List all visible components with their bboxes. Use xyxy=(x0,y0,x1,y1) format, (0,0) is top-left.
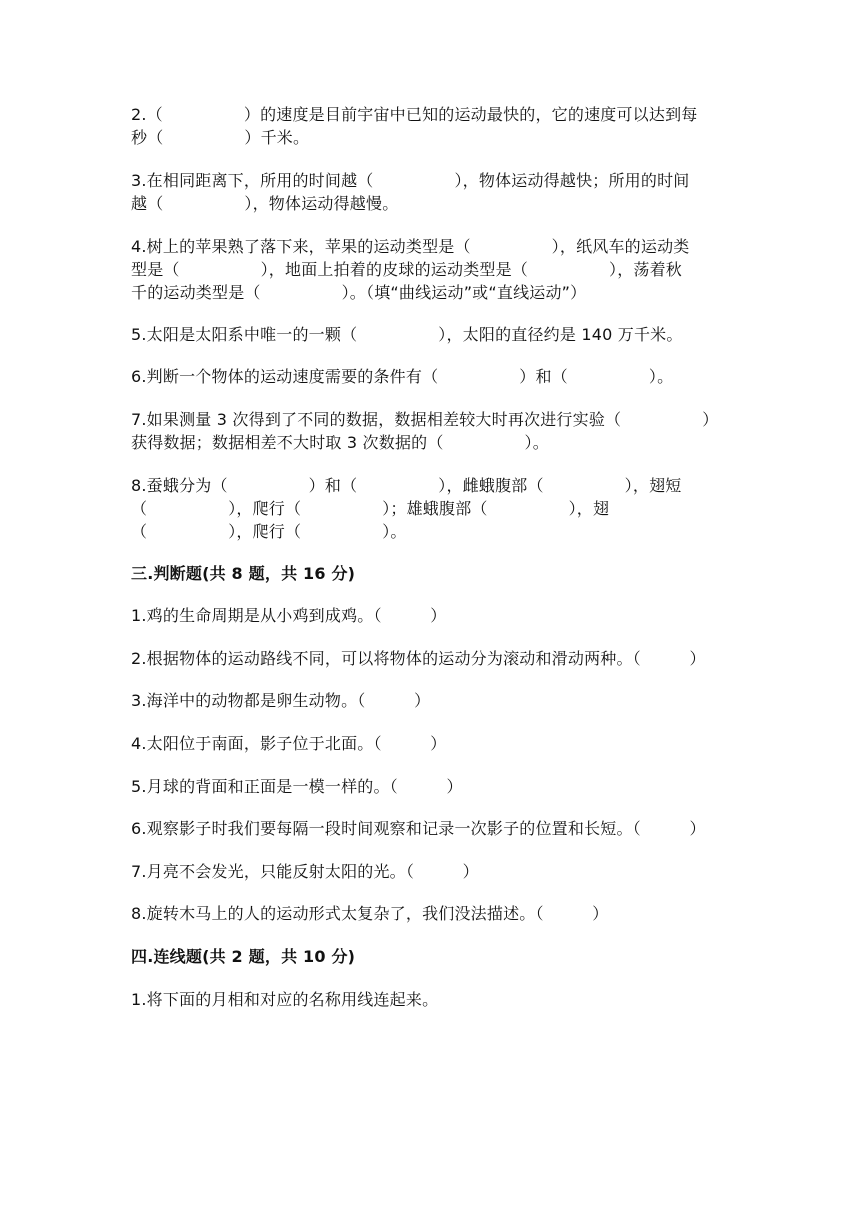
question-2-line-2: 秒（ ）千米。 xyxy=(131,128,310,147)
question-3-line-2: 越（ ），物体运动得越慢。 xyxy=(131,194,399,213)
question-8-line-3: （ ），爬行（ ）。 xyxy=(131,522,407,541)
section-3-heading: 三.判断题(共 8 题，共 16 分) xyxy=(131,564,356,583)
judge-item-8: 8.旋转木马上的人的运动形式太复杂了，我们没法描述。（ ） xyxy=(131,904,609,923)
question-4-line-1: 4.树上的苹果熟了落下来，苹果的运动类型是（ ），纸风车的运动类 xyxy=(131,237,690,256)
question-8-line-1: 8.蚕蛾分为（ ）和（ ），雌蛾腹部（ ），翅短 xyxy=(131,476,682,495)
question-4-line-2: 型是（ ），地面上拍着的皮球的运动类型是（ ），荡着秋 xyxy=(131,260,683,279)
judge-item-5: 5.月球的背面和正面是一模一样的。（ ） xyxy=(131,777,463,796)
question-6-line-1: 6.判断一个物体的运动速度需要的条件有（ ）和（ ）。 xyxy=(131,367,674,386)
question-2-line-1: 2.（ ）的速度是目前宇宙中已知的运动最快的，它的速度可以达到每 xyxy=(131,105,698,124)
question-4-line-3: 千的运动类型是（ ）。（填“曲线运动”或“直线运动”） xyxy=(131,283,587,302)
judge-item-2: 2.根据物体的运动路线不同，可以将物体的运动分为滚动和滑动两种。（ ） xyxy=(131,649,706,668)
judge-item-7: 7.月亮不会发光，只能反射太阳的光。（ ） xyxy=(131,862,479,881)
judge-item-3: 3.海洋中的动物都是卵生动物。（ ） xyxy=(131,691,431,710)
question-5-line-1: 5.太阳是太阳系中唯一的一颗（ ），太阳的直径约是 140 万千米。 xyxy=(131,325,683,344)
question-7-line-1: 7.如果测量 3 次得到了不同的数据，数据相差较大时再次进行实验（ ） xyxy=(131,410,719,429)
question-8-line-2: （ ），爬行（ ）；雄蛾腹部（ ），翅 xyxy=(131,499,610,518)
matching-item-1: 1.将下面的月相和对应的名称用线连起来。 xyxy=(131,990,439,1009)
judge-item-6: 6.观察影子时我们要每隔一段时间观察和记录一次影子的位置和长短。（ ） xyxy=(131,819,706,838)
section-4-heading: 四.连线题(共 2 题，共 10 分) xyxy=(131,947,356,966)
judge-item-1: 1.鸡的生命周期是从小鸡到成鸡。（ ） xyxy=(131,606,447,625)
question-7-line-2: 获得数据；数据相差不大时取 3 次数据的（ ）。 xyxy=(131,433,549,452)
judge-item-4: 4.太阳位于南面，影子位于北面。（ ） xyxy=(131,734,447,753)
question-3-line-1: 3.在相同距离下，所用的时间越（ ），物体运动得越快；所用的时间 xyxy=(131,171,690,190)
